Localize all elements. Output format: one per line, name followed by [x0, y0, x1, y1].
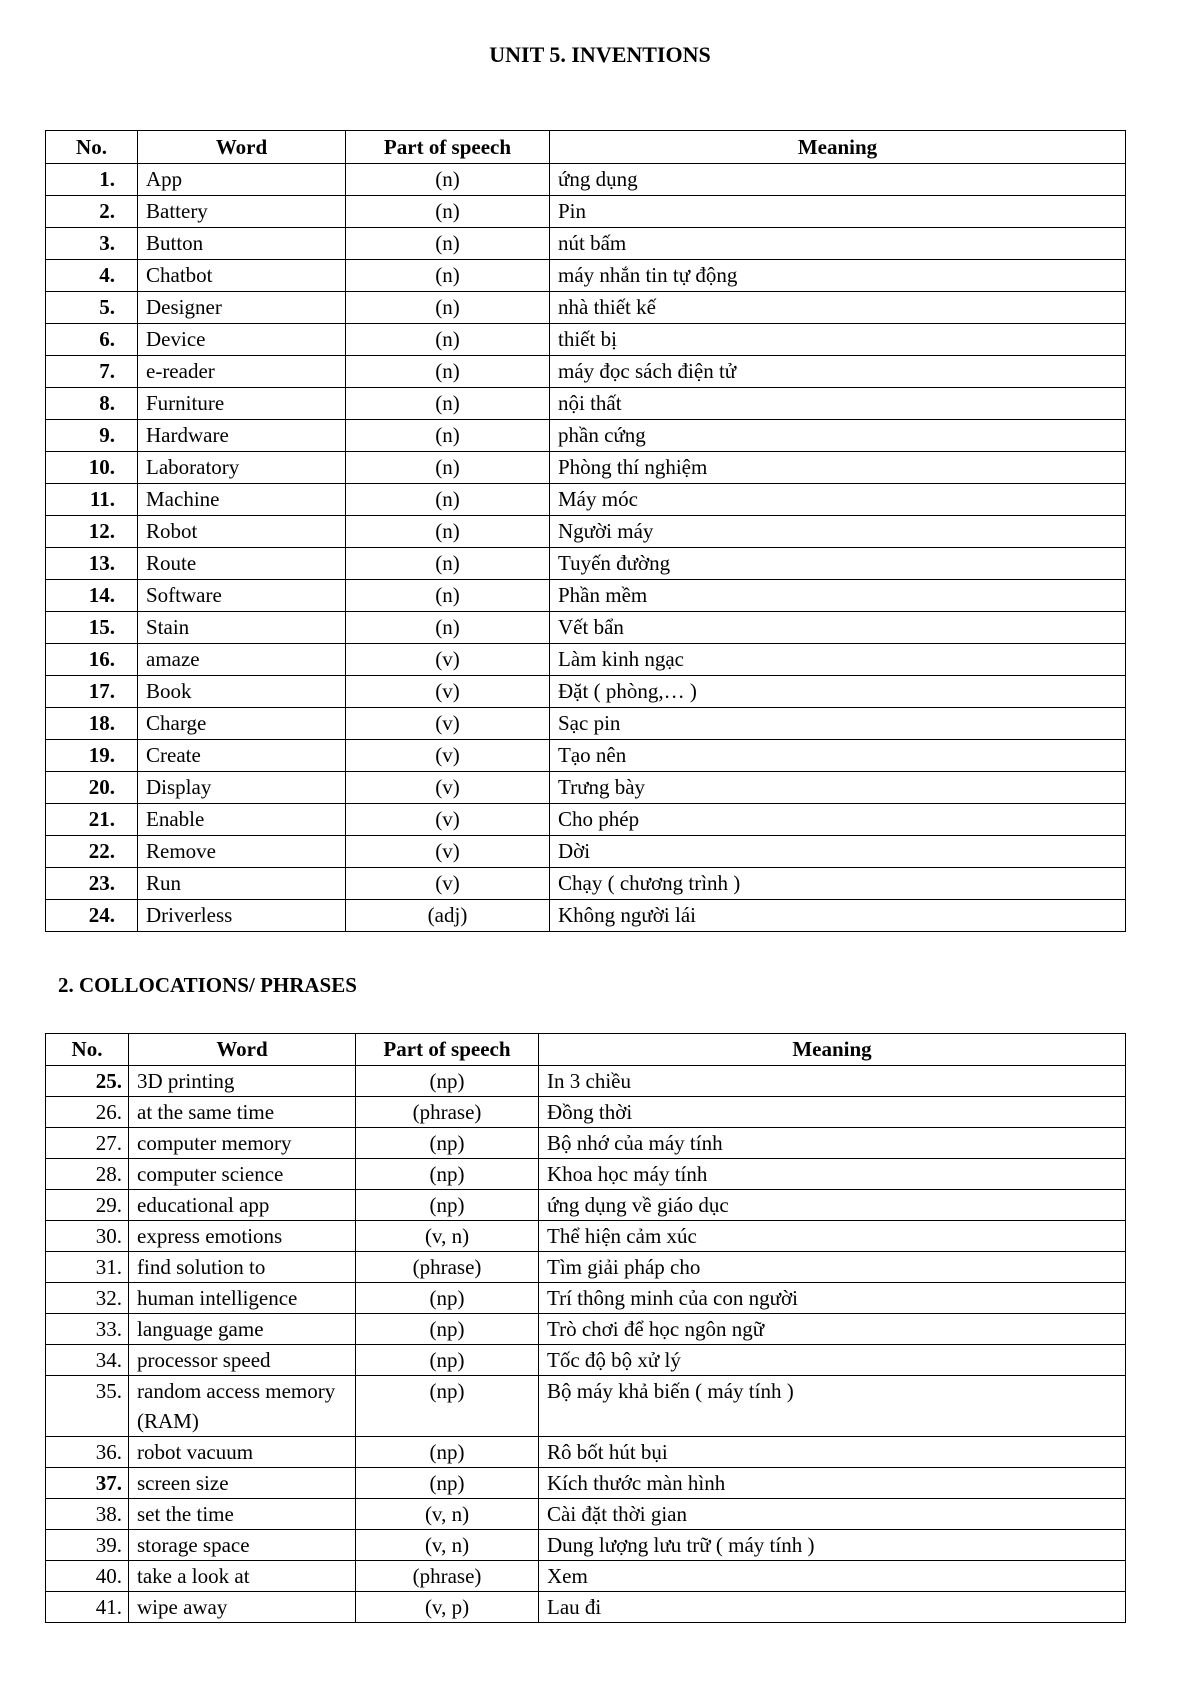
row-meaning: Người máy	[550, 516, 1126, 548]
row-meaning: Máy móc	[550, 484, 1126, 516]
row-number: 28.	[46, 1159, 129, 1190]
table-row	[46, 1345, 1126, 1376]
header-part-of-speech: Part of speech	[346, 131, 550, 164]
row-word: Machine	[138, 484, 346, 516]
vocabulary-table	[45, 130, 1126, 932]
table-row	[46, 164, 1126, 196]
row-number: 8.	[46, 388, 138, 420]
row-word: wipe away	[129, 1592, 356, 1623]
row-number: 18.	[46, 708, 138, 740]
row-part-of-speech: (v)	[346, 772, 550, 804]
row-number: 10.	[46, 452, 138, 484]
table-row	[46, 1066, 1126, 1097]
row-meaning: Pin	[550, 196, 1126, 228]
row-part-of-speech: (np)	[356, 1314, 539, 1345]
table-row	[46, 548, 1126, 580]
row-word: human intelligence	[129, 1283, 356, 1314]
row-part-of-speech: (v, n)	[356, 1221, 539, 1252]
row-part-of-speech: (phrase)	[356, 1252, 539, 1283]
table-row	[46, 1376, 1126, 1437]
row-meaning: Bộ máy khả biến ( máy tính )	[539, 1376, 1126, 1437]
row-part-of-speech: (n)	[346, 516, 550, 548]
row-number: 26.	[46, 1097, 129, 1128]
row-word: Enable	[138, 804, 346, 836]
row-word: computer science	[129, 1159, 356, 1190]
row-number: 22.	[46, 836, 138, 868]
table-row	[46, 356, 1126, 388]
row-word: Furniture	[138, 388, 346, 420]
row-meaning: nội thất	[550, 388, 1126, 420]
row-word: Book	[138, 676, 346, 708]
table-row	[46, 708, 1126, 740]
table-header-row	[46, 1034, 1126, 1066]
row-number: 24.	[46, 900, 138, 932]
row-word: at the same time	[129, 1097, 356, 1128]
row-number: 13.	[46, 548, 138, 580]
row-number: 5.	[46, 292, 138, 324]
row-meaning: Tìm giải pháp cho	[539, 1252, 1126, 1283]
row-part-of-speech: (n)	[346, 388, 550, 420]
row-part-of-speech: (v, n)	[356, 1530, 539, 1561]
row-meaning: Sạc pin	[550, 708, 1126, 740]
table-row	[46, 1221, 1126, 1252]
row-part-of-speech: (np)	[356, 1376, 539, 1437]
row-meaning: Thể hiện cảm xúc	[539, 1221, 1126, 1252]
row-word: language game	[129, 1314, 356, 1345]
row-number: 14.	[46, 580, 138, 612]
table-row	[46, 740, 1126, 772]
row-meaning: Đồng thời	[539, 1097, 1126, 1128]
row-meaning: Chạy ( chương trình )	[550, 868, 1126, 900]
row-part-of-speech: (n)	[346, 484, 550, 516]
row-number: 37.	[46, 1468, 129, 1499]
row-number: 2.	[46, 196, 138, 228]
table-row	[46, 1128, 1126, 1159]
row-word: find solution to	[129, 1252, 356, 1283]
row-meaning: Kích thước màn hình	[539, 1468, 1126, 1499]
row-word: amaze	[138, 644, 346, 676]
row-part-of-speech: (np)	[356, 1159, 539, 1190]
row-meaning: ứng dụng	[550, 164, 1126, 196]
header-meaning: Meaning	[539, 1034, 1126, 1066]
table-row	[46, 1190, 1126, 1221]
row-number: 6.	[46, 324, 138, 356]
row-word: Charge	[138, 708, 346, 740]
table-row	[46, 772, 1126, 804]
row-part-of-speech: (phrase)	[356, 1561, 539, 1592]
row-meaning: Dời	[550, 836, 1126, 868]
table-row	[46, 612, 1126, 644]
row-part-of-speech: (v)	[346, 708, 550, 740]
row-meaning: Cho phép	[550, 804, 1126, 836]
row-part-of-speech: (n)	[346, 420, 550, 452]
row-part-of-speech: (v)	[346, 804, 550, 836]
row-number: 39.	[46, 1530, 129, 1561]
row-number: 36.	[46, 1437, 129, 1468]
row-part-of-speech: (n)	[346, 324, 550, 356]
row-meaning: Tốc độ bộ xử lý	[539, 1345, 1126, 1376]
row-number: 35.	[46, 1376, 129, 1437]
table-row	[46, 804, 1126, 836]
row-part-of-speech: (v)	[346, 676, 550, 708]
row-word: Hardware	[138, 420, 346, 452]
row-word: computer memory	[129, 1128, 356, 1159]
row-part-of-speech: (np)	[356, 1283, 539, 1314]
row-part-of-speech: (n)	[346, 164, 550, 196]
row-part-of-speech: (n)	[346, 292, 550, 324]
row-word: Robot	[138, 516, 346, 548]
page-title: UNIT 5. INVENTIONS	[489, 42, 711, 67]
row-number: 12.	[46, 516, 138, 548]
header-no: No.	[46, 1034, 129, 1066]
table-row	[46, 1592, 1126, 1623]
table-row	[46, 644, 1126, 676]
row-meaning: Rô bốt hút bụi	[539, 1437, 1126, 1468]
row-word: e-reader	[138, 356, 346, 388]
row-word: Device	[138, 324, 346, 356]
row-part-of-speech: (np)	[356, 1437, 539, 1468]
row-part-of-speech: (n)	[346, 196, 550, 228]
table-row	[46, 196, 1126, 228]
row-part-of-speech: (v, p)	[356, 1592, 539, 1623]
row-word: Run	[138, 868, 346, 900]
table-row	[46, 900, 1126, 932]
row-word: screen size	[129, 1468, 356, 1499]
row-number: 29.	[46, 1190, 129, 1221]
table-row	[46, 484, 1126, 516]
row-number: 38.	[46, 1499, 129, 1530]
table-row	[46, 388, 1126, 420]
row-part-of-speech: (n)	[346, 356, 550, 388]
table-row	[46, 1437, 1126, 1468]
table-row	[46, 1097, 1126, 1128]
row-part-of-speech: (n)	[346, 580, 550, 612]
row-meaning: máy nhắn tin tự động	[550, 260, 1126, 292]
row-number: 31.	[46, 1252, 129, 1283]
row-word: Display	[138, 772, 346, 804]
row-meaning: Tuyến đường	[550, 548, 1126, 580]
row-word: Create	[138, 740, 346, 772]
row-meaning: Trí thông minh của con người	[539, 1283, 1126, 1314]
row-part-of-speech: (v)	[346, 836, 550, 868]
row-meaning: Không người lái	[550, 900, 1126, 932]
table-row	[46, 1252, 1126, 1283]
row-part-of-speech: (np)	[356, 1128, 539, 1159]
row-word: processor speed	[129, 1345, 356, 1376]
table-row	[46, 1314, 1126, 1345]
row-meaning: nhà thiết kế	[550, 292, 1126, 324]
table-row	[46, 260, 1126, 292]
table-row	[46, 1561, 1126, 1592]
row-part-of-speech: (np)	[356, 1468, 539, 1499]
row-word: Remove	[138, 836, 346, 868]
row-number: 21.	[46, 804, 138, 836]
table-row	[46, 1283, 1126, 1314]
row-number: 32.	[46, 1283, 129, 1314]
row-meaning: ứng dụng về giáo dục	[539, 1190, 1126, 1221]
row-meaning: Cài đặt thời gian	[539, 1499, 1126, 1530]
row-word: storage space	[129, 1530, 356, 1561]
row-meaning: Làm kinh ngạc	[550, 644, 1126, 676]
header-word: Word	[138, 131, 346, 164]
row-word: set the time	[129, 1499, 356, 1530]
row-word: Chatbot	[138, 260, 346, 292]
table-row	[46, 516, 1126, 548]
row-word: Software	[138, 580, 346, 612]
row-part-of-speech: (n)	[346, 548, 550, 580]
row-word: Stain	[138, 612, 346, 644]
row-word: App	[138, 164, 346, 196]
row-meaning: Phần mềm	[550, 580, 1126, 612]
row-number: 3.	[46, 228, 138, 260]
table-row	[46, 836, 1126, 868]
row-part-of-speech: (n)	[346, 260, 550, 292]
row-number: 34.	[46, 1345, 129, 1376]
row-word: Route	[138, 548, 346, 580]
table-row	[46, 420, 1126, 452]
table-row	[46, 1159, 1126, 1190]
row-number: 15.	[46, 612, 138, 644]
table-row	[46, 868, 1126, 900]
row-part-of-speech: (np)	[356, 1066, 539, 1097]
row-meaning: máy đọc sách điện tử	[550, 356, 1126, 388]
row-word: Designer	[138, 292, 346, 324]
row-number: 23.	[46, 868, 138, 900]
row-meaning: Lau đi	[539, 1592, 1126, 1623]
row-number: 25.	[46, 1066, 129, 1097]
row-number: 17.	[46, 676, 138, 708]
table-row	[46, 676, 1126, 708]
row-word: Driverless	[138, 900, 346, 932]
row-part-of-speech: (v)	[346, 644, 550, 676]
table-row	[46, 1499, 1126, 1530]
row-number: 9.	[46, 420, 138, 452]
row-word: Button	[138, 228, 346, 260]
header-meaning: Meaning	[550, 131, 1126, 164]
row-meaning: phần cứng	[550, 420, 1126, 452]
row-part-of-speech: (np)	[356, 1345, 539, 1376]
row-number: 16.	[46, 644, 138, 676]
row-part-of-speech: (n)	[346, 612, 550, 644]
row-meaning: Đặt ( phòng,… )	[550, 676, 1126, 708]
table-row	[46, 292, 1126, 324]
table-row	[46, 228, 1126, 260]
row-meaning: nút bấm	[550, 228, 1126, 260]
row-meaning: Trưng bày	[550, 772, 1126, 804]
row-word: Battery	[138, 196, 346, 228]
table-row	[46, 452, 1126, 484]
row-number: 20.	[46, 772, 138, 804]
table-row	[46, 580, 1126, 612]
row-number: 40.	[46, 1561, 129, 1592]
row-meaning: Phòng thí nghiệm	[550, 452, 1126, 484]
row-part-of-speech: (n)	[346, 228, 550, 260]
row-part-of-speech: (adj)	[346, 900, 550, 932]
row-word: express emotions	[129, 1221, 356, 1252]
row-word: random access memory (RAM)	[129, 1376, 356, 1437]
row-meaning: Dung lượng lưu trữ ( máy tính )	[539, 1530, 1126, 1561]
row-number: 4.	[46, 260, 138, 292]
row-number: 1.	[46, 164, 138, 196]
row-meaning: Bộ nhớ của máy tính	[539, 1128, 1126, 1159]
row-meaning: thiết bị	[550, 324, 1126, 356]
collocations-table	[45, 1033, 1126, 1623]
row-number: 27.	[46, 1128, 129, 1159]
header-part-of-speech: Part of speech	[356, 1034, 539, 1066]
row-number: 30.	[46, 1221, 129, 1252]
header-no: No.	[46, 131, 138, 164]
row-word: Laboratory	[138, 452, 346, 484]
row-meaning: Vết bẩn	[550, 612, 1126, 644]
table-row	[46, 324, 1126, 356]
row-meaning: Tạo nên	[550, 740, 1126, 772]
row-number: 11.	[46, 484, 138, 516]
row-number: 19.	[46, 740, 138, 772]
row-meaning: Trò chơi để học ngôn ngữ	[539, 1314, 1126, 1345]
row-part-of-speech: (v)	[346, 868, 550, 900]
row-word: 3D printing	[129, 1066, 356, 1097]
row-part-of-speech: (np)	[356, 1190, 539, 1221]
table-header-row	[46, 131, 1126, 164]
row-part-of-speech: (n)	[346, 452, 550, 484]
row-meaning: In 3 chiều	[539, 1066, 1126, 1097]
section-heading: 2. COLLOCATIONS/ PHRASES	[58, 973, 357, 997]
row-part-of-speech: (v, n)	[356, 1499, 539, 1530]
row-meaning: Xem	[539, 1561, 1126, 1592]
table-row	[46, 1530, 1126, 1561]
row-meaning: Khoa học máy tính	[539, 1159, 1126, 1190]
row-word: robot vacuum	[129, 1437, 356, 1468]
row-part-of-speech: (phrase)	[356, 1097, 539, 1128]
row-number: 41.	[46, 1592, 129, 1623]
row-word: educational app	[129, 1190, 356, 1221]
row-number: 33.	[46, 1314, 129, 1345]
header-word: Word	[129, 1034, 356, 1066]
row-word: take a look at	[129, 1561, 356, 1592]
row-part-of-speech: (v)	[346, 740, 550, 772]
table-row	[46, 1468, 1126, 1499]
row-number: 7.	[46, 356, 138, 388]
